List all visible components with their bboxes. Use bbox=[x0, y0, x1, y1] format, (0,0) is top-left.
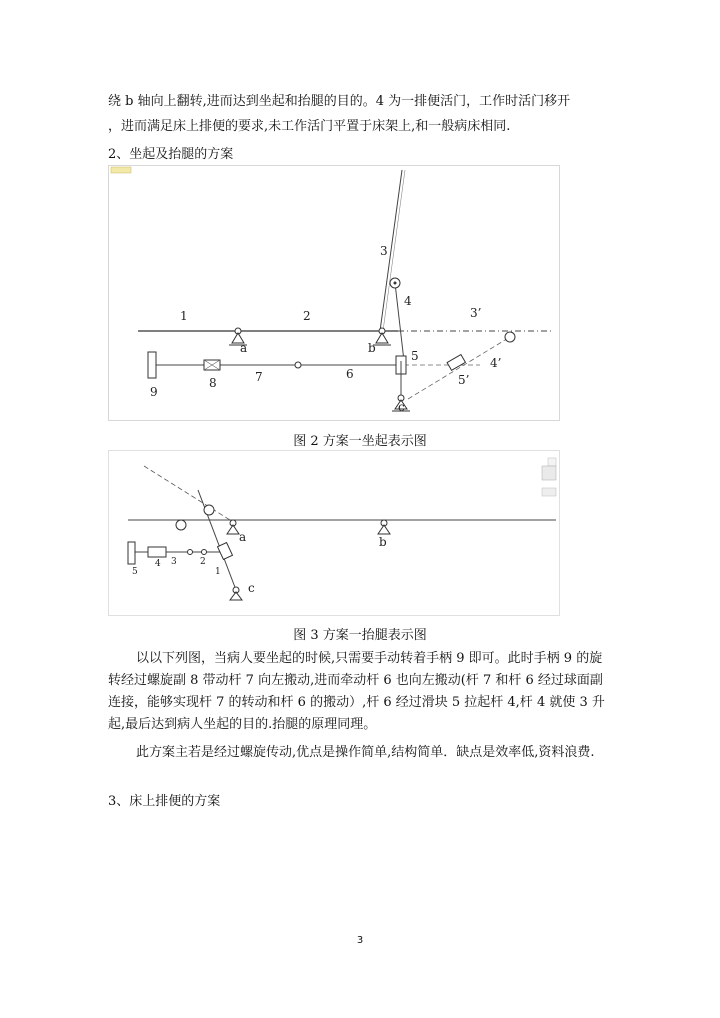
fig2-label-b: b bbox=[368, 341, 376, 355]
section-heading-3: 3、床上排便的方案 bbox=[108, 794, 221, 809]
fig3-label-4: 4 bbox=[155, 559, 161, 569]
paragraph-mechanism-text: 以以下列图，当病人要坐起的时候,只需要手动转着手柄 9 即可。此时手柄 9 的旋转经过螺旋副 8 带动杆 7 向左搬动,进而牵动杆 6 也向左搬动(杆 7 和杆 6 经过球面副连接，能够实现杆 7 的转动和杆 6 的搬动）,杆 6 经过滑块 5 拉起杆 4,杆 4 就使 3 升起,最后达到病人坐起的目的.抬腿的原理同理。 bbox=[108, 651, 605, 732]
body-text-line-2: ，进而满足床上排便的要求,未工作活门平置于床架上,和一般病床相同. bbox=[108, 119, 511, 134]
fig2-label-3: 3 bbox=[380, 244, 388, 258]
fig2-label-6: 6 bbox=[346, 367, 354, 381]
fig2-label-3p: 3’ bbox=[470, 306, 482, 320]
fig3-label-2: 2 bbox=[200, 557, 206, 567]
fig2-label-9: 9 bbox=[150, 385, 158, 399]
fig3-label-a: a bbox=[239, 530, 247, 544]
fig2-label-c: c bbox=[398, 400, 405, 414]
figure-3-caption: 图 3 方案一抬腿表示图 bbox=[293, 628, 427, 643]
fig2-label-4: 4 bbox=[404, 294, 412, 308]
paragraph-evaluation-text: 此方案主若是经过螺旋传动,优点是操作简单,结构简单．缺点是效率低,资料浪费. bbox=[136, 745, 595, 760]
figure-2-caption: 图 2 方案一坐起表示图 bbox=[293, 434, 427, 449]
body-text-line-1: 绕 b 轴向上翻转,进而达到坐起和抬腿的目的。4 为一排便活门，工作时活门移开 bbox=[108, 94, 571, 109]
figure-2-diagram bbox=[108, 165, 560, 421]
section-heading-2: 2、坐起及抬腿的方案 bbox=[108, 147, 234, 162]
fig2-label-a: a bbox=[240, 341, 248, 355]
paragraph-mechanism bbox=[108, 648, 608, 736]
fig3-label-1: 1 bbox=[215, 567, 221, 577]
fig3-label-b: b bbox=[379, 535, 387, 549]
fig2-label-5: 5 bbox=[411, 349, 419, 363]
fig3-label-3: 3 bbox=[171, 557, 177, 567]
page-number: 3 bbox=[356, 935, 364, 946]
fig2-label-2: 2 bbox=[303, 309, 311, 323]
fig3-label-5: 5 bbox=[132, 567, 138, 577]
figure-3-diagram bbox=[108, 450, 560, 616]
fig3-label-c: c bbox=[248, 581, 255, 595]
fig2-label-1: 1 bbox=[180, 309, 188, 323]
fig2-label-8: 8 bbox=[209, 376, 217, 390]
paragraph-evaluation bbox=[108, 742, 608, 764]
fig2-label-5p: 5’ bbox=[458, 373, 470, 387]
fig2-label-4p: 4’ bbox=[490, 356, 502, 370]
fig2-label-7: 7 bbox=[255, 370, 263, 384]
